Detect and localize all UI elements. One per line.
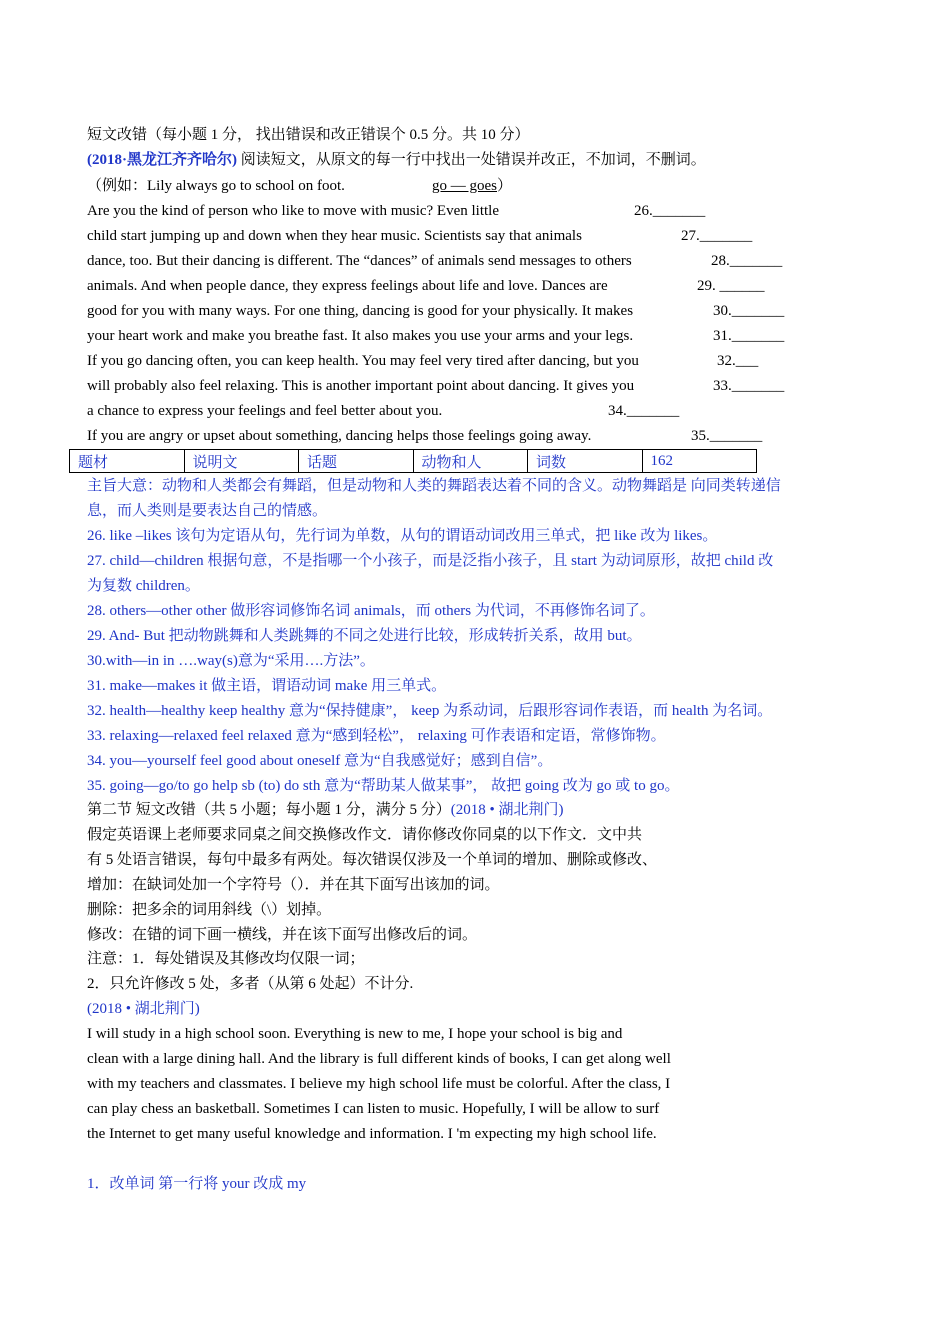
answer-blank-29[interactable]: 29. ______ xyxy=(697,278,765,294)
main-idea-line: 息，而人类则是要表达自己的情感。 xyxy=(87,503,328,519)
example-answer: go — goes xyxy=(432,178,497,194)
instruction-line: 假定英语课上老师要求同桌之间交换修改作文．请你修改你同桌的以下作文．文中共 xyxy=(87,827,643,843)
answer-explanation: 30.with—in in ….way(s)意为“采用….方法”。 xyxy=(87,653,375,669)
section2-heading-line xyxy=(87,800,564,820)
section2-answer-1: 1．改单词 第一行将 your 改成 my xyxy=(87,1176,307,1192)
instruction-line: 2．只允许修改 5 处，多者（从第 6 处起）不计分. xyxy=(87,976,414,992)
info-table xyxy=(69,449,757,473)
answer-explanation: 31. make—makes it 做主语，谓语动词 make 用三单式。 xyxy=(87,678,447,694)
info-cell-value: 动物和人 xyxy=(413,450,528,473)
answer-blank-35[interactable]: 35._______ xyxy=(691,428,763,444)
essay-line: clean with a large dining hall. And the library is full different kinds of books, I can get along well xyxy=(87,1051,671,1067)
passage-line: If you are angry or upset about something, dancing helps those feelings going away. xyxy=(87,428,592,444)
answer-blank-27[interactable]: 27._______ xyxy=(681,228,753,244)
essay-line: I will study in a high school soon. Everything is new to me, I hope your school is big and xyxy=(87,1026,623,1042)
info-cell-label: 话题 xyxy=(299,450,414,473)
instruction-line: 增加：在缺词处加一个字符号（）．并在其下面写出该加的词。 xyxy=(87,877,500,893)
answer-blank-32[interactable]: 32.___ xyxy=(717,353,759,369)
section1-heading: 短文改错（每小题 1 分， 找出错误和改正错误个 0.5 分。共 10 分） xyxy=(87,127,530,143)
instruction-line: 删除：把多余的词用斜线（\）划掉。 xyxy=(87,902,332,918)
passage-line: good for you with many ways. For one thing, dancing is good for your physically. It makes xyxy=(87,303,634,319)
answer-blank-26[interactable]: 26._______ xyxy=(634,203,706,219)
passage-line: dance, too. But their dancing is different. The “dances” of animals send messages to others xyxy=(87,253,632,269)
answer-blank-33[interactable]: 33._______ xyxy=(713,378,785,394)
answer-explanation: 26. like –likes 该句为定语从句，先行词为单数，从句的谓语动词改用三单式，把 like 改为 likes。 xyxy=(87,528,718,544)
example-close: ） xyxy=(497,178,513,194)
answer-explanation: 32. health—healthy keep healthy 意为“保持健康”， keep 为系动词，后跟形容词作表语，而 health 为名词。 xyxy=(87,703,773,719)
info-cell-label: 词数 xyxy=(528,450,643,473)
info-cell-value: 说明文 xyxy=(184,450,299,473)
answer-explanation: 33. relaxing—relaxed feel relaxed 意为“感到轻松”， relaxing 可作表语和定语，常修饰物。 xyxy=(87,728,666,744)
answer-explanation: 35. going—go/to go help sb (to) do sth 意为“帮助某人做某事”， 故把 going 改为 go 或 to go。 xyxy=(87,778,680,794)
instruction-line: 修改：在错的词下画一横线，并在该下面写出修改后的词。 xyxy=(87,927,478,943)
answer-explanation: 29. And- But 把动物跳舞和人类跳舞的不同之处进行比较，形成转折关系，故用 but。 xyxy=(87,628,642,644)
answer-blank-28[interactable]: 28._______ xyxy=(711,253,783,269)
passage-line: will probably also feel relaxing. This is another important point about dancing. It gives you xyxy=(87,378,635,394)
essay-line: with my teachers and classmates. I believe my high school life must be colorful. After the class, I xyxy=(87,1076,671,1092)
passage-line: a chance to express your feelings and feel better about you. xyxy=(87,403,443,419)
example-sentence: （例如：Lily always go to school on foot. xyxy=(87,178,345,194)
essay-line: the Internet to get many useful knowledge and information. I 'm expecting my high school life. xyxy=(87,1126,657,1142)
answer-explanation: 28. others—other other 做形容词修饰名词 animals，而 others 为代词，不再修饰名词了。 xyxy=(87,603,655,619)
instruction-line: 有 5 处语言错误，每句中最多有两处。每次错误仅涉及一个单词的增加、删除或修改、 xyxy=(87,852,658,868)
answer-blank-31[interactable]: 31._______ xyxy=(713,328,785,344)
section1-source: (2018·黑龙江齐齐哈尔) xyxy=(87,152,237,168)
passage-line: If you go dancing often, you can keep health. You may feel very tired after dancing, but you xyxy=(87,353,639,369)
answer-explanation: 为复数 children。 xyxy=(87,578,200,594)
passage-line: child start jumping up and down when they hear music. Scientists say that animals xyxy=(87,228,582,244)
answer-blank-34[interactable]: 34._______ xyxy=(608,403,680,419)
answer-blank-30[interactable]: 30._______ xyxy=(713,303,785,319)
section1-source-line xyxy=(87,150,706,170)
section2-heading-source: (2018 • 湖北荆门) xyxy=(450,802,564,818)
main-idea-line: 主旨大意：动物和人类都会有舞蹈，但是动物和人类的舞蹈表达着不同的含义。动物舞蹈是 向同类转递信 xyxy=(87,478,781,494)
info-table-row xyxy=(70,450,757,473)
instruction-line: 注意：1．每处错误及其修改均仅限一词； xyxy=(87,951,365,967)
section2-source: (2018 • 湖北荆门) xyxy=(87,1001,200,1017)
answer-explanation: 34. you—yourself feel good about oneself 意为“自我感觉好；感到自信”。 xyxy=(87,753,553,769)
answer-explanation: 27. child—children 根据句意，不是指哪一个小孩子，而是泛指小孩子，且 start 为动词原形，故把 child 改 xyxy=(87,553,774,569)
passage-line: Are you the kind of person who like to move with music? Even little xyxy=(87,203,500,219)
info-cell-label: 题材 xyxy=(70,450,185,473)
example-line xyxy=(87,176,345,196)
section2-heading: 第二节 短文改错（共 5 小题；每小题 1 分，满分 5 分） xyxy=(87,802,451,818)
essay-line: can play chess an basketball. Sometimes I can listen to music. Hopefully, I will be allow to surf xyxy=(87,1101,660,1117)
example-answer-line xyxy=(432,176,512,196)
section1-instruction: 阅读短文，从原文的每一行中找出一处错误并改正，不加词，不删词。 xyxy=(237,152,706,168)
info-cell-value: 162 xyxy=(642,450,757,473)
passage-line: your heart work and make you breathe fast. It also makes you use your arms and your legs. xyxy=(87,328,634,344)
passage-line: animals. And when people dance, they express feelings about life and love. Dances are xyxy=(87,278,608,294)
